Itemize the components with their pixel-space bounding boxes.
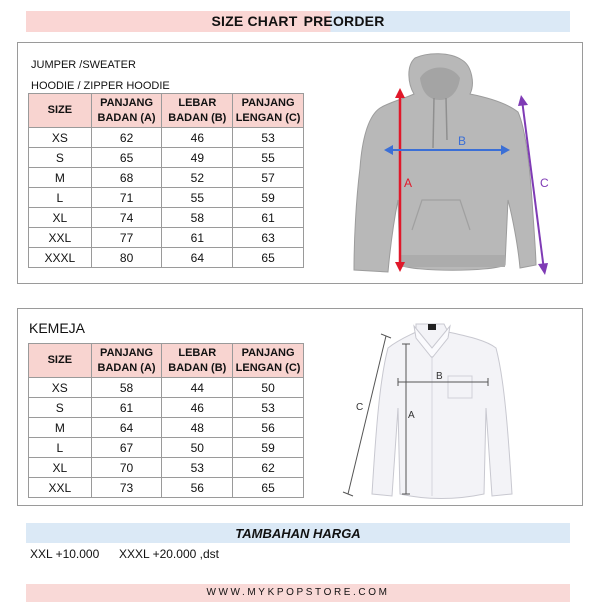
measure-cell: 70 <box>91 458 162 478</box>
measure-cell: 53 <box>162 458 233 478</box>
size-cell: XXL <box>29 228 92 248</box>
extra-price-xxxl: XXXL +20.000 ,dst <box>119 547 219 561</box>
col-panjang-lengan <box>233 94 304 128</box>
measure-cell: 77 <box>91 228 162 248</box>
col-size <box>29 344 92 378</box>
measure-cell: 50 <box>162 438 233 458</box>
size-cell: XXL <box>29 478 92 498</box>
measure-c-label: C <box>356 402 364 413</box>
size-cell: M <box>29 168 92 188</box>
col-panjang-lengan <box>233 344 304 378</box>
tambahan-bar <box>26 523 570 543</box>
measure-cell: 46 <box>162 398 233 418</box>
size-cell: XXXL <box>29 248 92 268</box>
col-size-label: SIZE <box>47 354 73 366</box>
measure-cell: 62 <box>91 128 162 148</box>
size-cell: M <box>29 418 92 438</box>
measure-a-arrow-top <box>395 88 405 98</box>
measure-cell: 56 <box>233 418 304 438</box>
measure-cell: 73 <box>91 478 162 498</box>
col-label-line1: PANJANG <box>241 346 295 359</box>
title-bar <box>26 11 570 32</box>
size-cell: L <box>29 188 92 208</box>
table-row <box>29 478 304 498</box>
measure-cell: 56 <box>162 478 233 498</box>
table-row <box>29 248 304 268</box>
measure-a-label: A <box>408 410 415 421</box>
table-header-row <box>29 344 304 378</box>
col-size-label: SIZE <box>47 104 73 116</box>
table-header-row <box>29 94 304 128</box>
size-cell: XL <box>29 208 92 228</box>
measure-cell: 74 <box>91 208 162 228</box>
measure-b-label: B <box>458 134 467 148</box>
footer-bar <box>26 584 570 602</box>
measure-cell: 67 <box>91 438 162 458</box>
table-row <box>29 148 304 168</box>
shirt-body <box>372 324 512 499</box>
collar-tag <box>428 324 436 330</box>
extra-price-xxl: XXL +10.000 <box>30 547 100 561</box>
measure-cell: 63 <box>233 228 304 248</box>
col-label-line2: LENGAN (C) <box>235 361 301 374</box>
measure-b-label: B <box>436 371 443 382</box>
measure-cell: 55 <box>233 148 304 168</box>
col-label-line1: PANJANG <box>100 96 154 109</box>
table-row <box>29 438 304 458</box>
measure-cell: 58 <box>162 208 233 228</box>
tambahan-title: TAMBAHAN HARGA <box>235 526 361 541</box>
measure-cell: 50 <box>233 378 304 398</box>
table-row <box>29 398 304 418</box>
drawstring-left <box>433 98 434 148</box>
measure-cell: 46 <box>162 128 233 148</box>
measure-c-arrow-bottom <box>538 263 548 275</box>
col-lebar-badan <box>162 94 233 128</box>
table-row <box>29 418 304 438</box>
measure-cell: 44 <box>162 378 233 398</box>
measure-cell: 62 <box>233 458 304 478</box>
title-preorder: PREORDER <box>303 13 385 29</box>
page-title <box>26 13 570 29</box>
col-label-line2: BADAN (A) <box>97 361 156 374</box>
col-label-line2: LENGAN (C) <box>235 111 301 124</box>
col-label-line2: BADAN (B) <box>168 111 227 124</box>
table-row <box>29 378 304 398</box>
table-row <box>29 458 304 478</box>
drawstring-right <box>446 98 447 140</box>
col-label-line1: PANJANG <box>100 346 154 359</box>
title-size-chart: SIZE CHART <box>211 13 298 29</box>
size-cell: XS <box>29 378 92 398</box>
measure-cell: 59 <box>233 188 304 208</box>
size-cell: XS <box>29 128 92 148</box>
measure-c-arrow-top <box>518 95 528 106</box>
measure-cell: 64 <box>91 418 162 438</box>
measure-cell: 61 <box>233 208 304 228</box>
hoodie-diagram <box>340 50 560 278</box>
col-lebar-badan <box>162 344 233 378</box>
table-row <box>29 208 304 228</box>
measure-cell: 49 <box>162 148 233 168</box>
table-row <box>29 168 304 188</box>
measure-cell: 61 <box>91 398 162 418</box>
col-panjang-badan <box>91 94 162 128</box>
size-cell: S <box>29 148 92 168</box>
measure-cell: 65 <box>233 478 304 498</box>
measure-cell: 65 <box>233 248 304 268</box>
col-label-line2: BADAN (A) <box>97 111 156 124</box>
shirt-diagram <box>336 318 516 502</box>
measure-a-label: A <box>404 176 413 190</box>
hoodie-waistband <box>400 255 505 267</box>
measure-cell: 53 <box>233 398 304 418</box>
measure-c-label: C <box>540 176 549 190</box>
kemeja-size-table <box>28 343 304 498</box>
size-cell: S <box>29 398 92 418</box>
col-label-line1: LEBAR <box>178 346 217 359</box>
col-panjang-badan <box>91 344 162 378</box>
measure-cell: 55 <box>162 188 233 208</box>
measure-cell: 57 <box>233 168 304 188</box>
table-row <box>29 228 304 248</box>
kemeja-title: KEMEJA <box>29 320 86 336</box>
jumper-label-line1: JUMPER /SWEATER <box>31 59 136 71</box>
size-cell: XL <box>29 458 92 478</box>
size-cell: L <box>29 438 92 458</box>
col-label-line1: LEBAR <box>178 96 217 109</box>
table-row <box>29 188 304 208</box>
measure-cell: 71 <box>91 188 162 208</box>
measure-cell: 48 <box>162 418 233 438</box>
measure-cell: 80 <box>91 248 162 268</box>
measure-cell: 52 <box>162 168 233 188</box>
measure-cell: 64 <box>162 248 233 268</box>
jumper-label-line2: HOODIE / ZIPPER HOODIE <box>31 80 170 92</box>
measure-cell: 65 <box>91 148 162 168</box>
measure-cell: 68 <box>91 168 162 188</box>
col-label-line1: PANJANG <box>241 96 295 109</box>
measure-cell: 58 <box>91 378 162 398</box>
col-size <box>29 94 92 128</box>
table-row <box>29 128 304 148</box>
measure-cell: 61 <box>162 228 233 248</box>
measure-cell: 53 <box>233 128 304 148</box>
col-label-line2: BADAN (B) <box>168 361 227 374</box>
jumper-size-table <box>28 93 304 268</box>
measure-cell: 59 <box>233 438 304 458</box>
footer-website: WWW.MYKPOPSTORE.COM <box>206 587 390 598</box>
